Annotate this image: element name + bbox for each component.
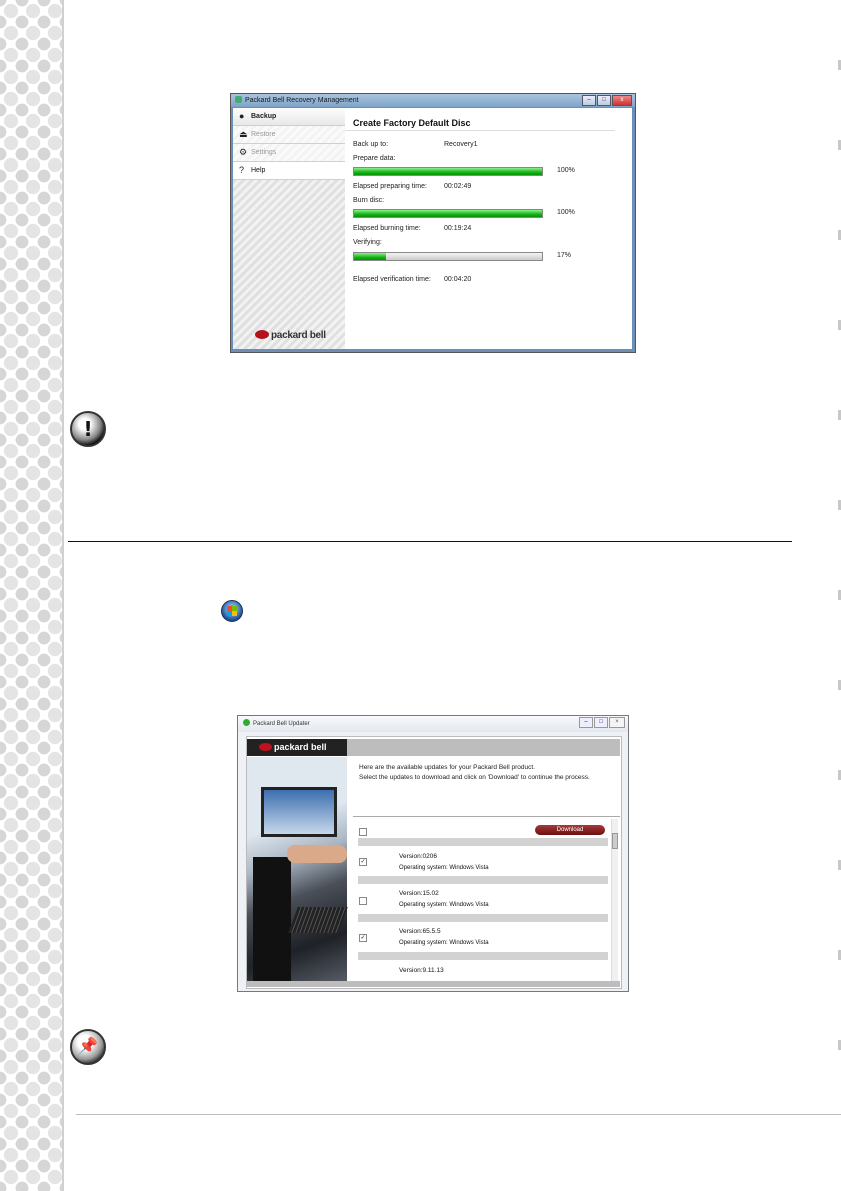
recovery-titlebar — [231, 94, 635, 107]
burn-time-label: Elapsed burning time: — [353, 225, 421, 232]
panel-heading: Create Factory Default Disc — [353, 118, 471, 128]
update-os-1: Operating system: Windows Vista — [399, 865, 489, 871]
verify-percent: 17% — [557, 252, 572, 259]
backup-label: Back up to: — [353, 141, 389, 148]
product-photo — [247, 757, 347, 985]
disc-icon: ● — [239, 111, 245, 121]
updater-header-band — [247, 739, 620, 756]
update-checkbox-3[interactable]: ✓ — [360, 935, 366, 941]
download-button[interactable]: Download — [535, 825, 605, 835]
burn-percent: 100% — [557, 209, 575, 216]
prepare-time-value: 00:02:49 — [444, 183, 472, 190]
recovery-sidebar — [233, 108, 345, 349]
maximize-button[interactable]: □ — [597, 95, 611, 106]
logo-mark-icon — [255, 330, 269, 339]
list-group-band — [358, 838, 608, 846]
logo-text: packard bell — [271, 330, 326, 341]
recovery-main-panel — [345, 108, 632, 349]
prepare-time-label: Elapsed preparing time: — [353, 183, 427, 190]
verify-time-label: Elapsed verification time: — [353, 276, 431, 283]
verify-label: Verifying: — [353, 239, 382, 246]
list-scrollbar[interactable] — [611, 819, 618, 984]
update-version-1: Version:0206 — [399, 853, 437, 860]
gear-icon: ⚙ — [239, 147, 248, 157]
pushpin-note-icon — [70, 1029, 106, 1065]
updater-close-button[interactable]: × — [609, 717, 625, 728]
backup-value: Recovery1 — [444, 141, 478, 148]
window-controls — [582, 95, 632, 106]
updater-intro — [359, 763, 590, 783]
list-group-band — [358, 914, 608, 922]
decorative-dot-overlay — [0, 0, 62, 1191]
updater-content-frame — [246, 736, 622, 989]
sidebar-item-restore[interactable] — [233, 126, 345, 144]
heading-divider — [345, 130, 615, 131]
list-group-band — [358, 952, 608, 960]
verify-progress-fill — [354, 253, 386, 260]
windows-start-icon — [221, 600, 243, 622]
sidebar-item-label: Settings — [251, 149, 277, 156]
warning-glyph: ! — [83, 417, 93, 441]
update-version-4: Version:9.11.13 — [399, 967, 444, 974]
update-version-3: Version:65.5.5 — [399, 928, 441, 935]
warning-icon — [70, 411, 106, 447]
burn-label: Burn disc: — [353, 197, 385, 204]
minimize-button[interactable]: – — [582, 95, 596, 106]
updater-maximize-button[interactable]: □ — [594, 717, 608, 728]
footer-divider — [76, 1114, 841, 1115]
intro-line-2: Select the updates to download and click on 'Download' to continue the process. — [359, 774, 590, 781]
burn-progress-bar — [353, 209, 543, 218]
prepare-progress-fill — [354, 168, 542, 175]
sidebar-item-settings[interactable] — [233, 144, 345, 162]
select-all-checkbox[interactable] — [359, 828, 367, 836]
packard-bell-logo — [255, 330, 326, 341]
recovery-management-window — [230, 93, 636, 353]
margin-edge — [62, 0, 64, 1191]
right-edge-marks — [835, 0, 841, 1191]
intro-line-1: Here are the available updates for your Packard Bell product. — [359, 764, 535, 771]
updater-window — [237, 715, 629, 992]
sidebar-item-label: Backup — [251, 113, 277, 120]
close-button[interactable]: x — [612, 95, 632, 106]
update-checkbox-1[interactable]: ✓ — [360, 859, 366, 865]
updater-footer-band — [247, 981, 620, 987]
burn-time-value: 00:19:24 — [444, 225, 472, 232]
sidebar-item-help[interactable] — [233, 162, 345, 180]
prepare-label: Prepare data: — [353, 155, 396, 162]
updater-title: Packard Bell Updater — [253, 721, 310, 727]
app-icon — [235, 96, 242, 103]
prepare-percent: 100% — [557, 167, 575, 174]
update-checkbox-2[interactable] — [359, 897, 367, 905]
update-os-2: Operating system: Windows Vista — [399, 902, 489, 908]
updater-brand — [247, 739, 347, 756]
logo-mark-icon — [259, 743, 272, 751]
section-divider — [68, 541, 792, 542]
recovery-title: Packard Bell Recovery Management — [245, 97, 359, 104]
updater-minimize-button[interactable]: – — [579, 717, 593, 728]
sidebar-item-label: Restore — [251, 131, 276, 138]
burn-progress-fill — [354, 210, 542, 217]
list-group-band — [358, 876, 608, 884]
update-os-3: Operating system: Windows Vista — [399, 940, 489, 946]
sidebar-item-label: Help — [251, 167, 266, 174]
verify-time-value: 00:04:20 — [444, 276, 472, 283]
updater-window-controls — [579, 717, 625, 728]
prepare-progress-bar — [353, 167, 543, 176]
sidebar-item-backup[interactable] — [233, 108, 345, 126]
scrollbar-thumb[interactable] — [612, 833, 618, 849]
updater-titlebar — [238, 716, 628, 732]
update-list[interactable] — [353, 816, 620, 986]
restore-icon: ⏏ — [239, 129, 248, 139]
verify-progress-bar — [353, 252, 543, 261]
update-version-2: Version:15.02 — [399, 890, 439, 897]
pushpin-glyph: 📌 — [78, 1038, 98, 1055]
brand-text: packard bell — [274, 742, 327, 752]
updater-app-icon — [243, 719, 250, 726]
question-icon: ? — [239, 165, 245, 175]
